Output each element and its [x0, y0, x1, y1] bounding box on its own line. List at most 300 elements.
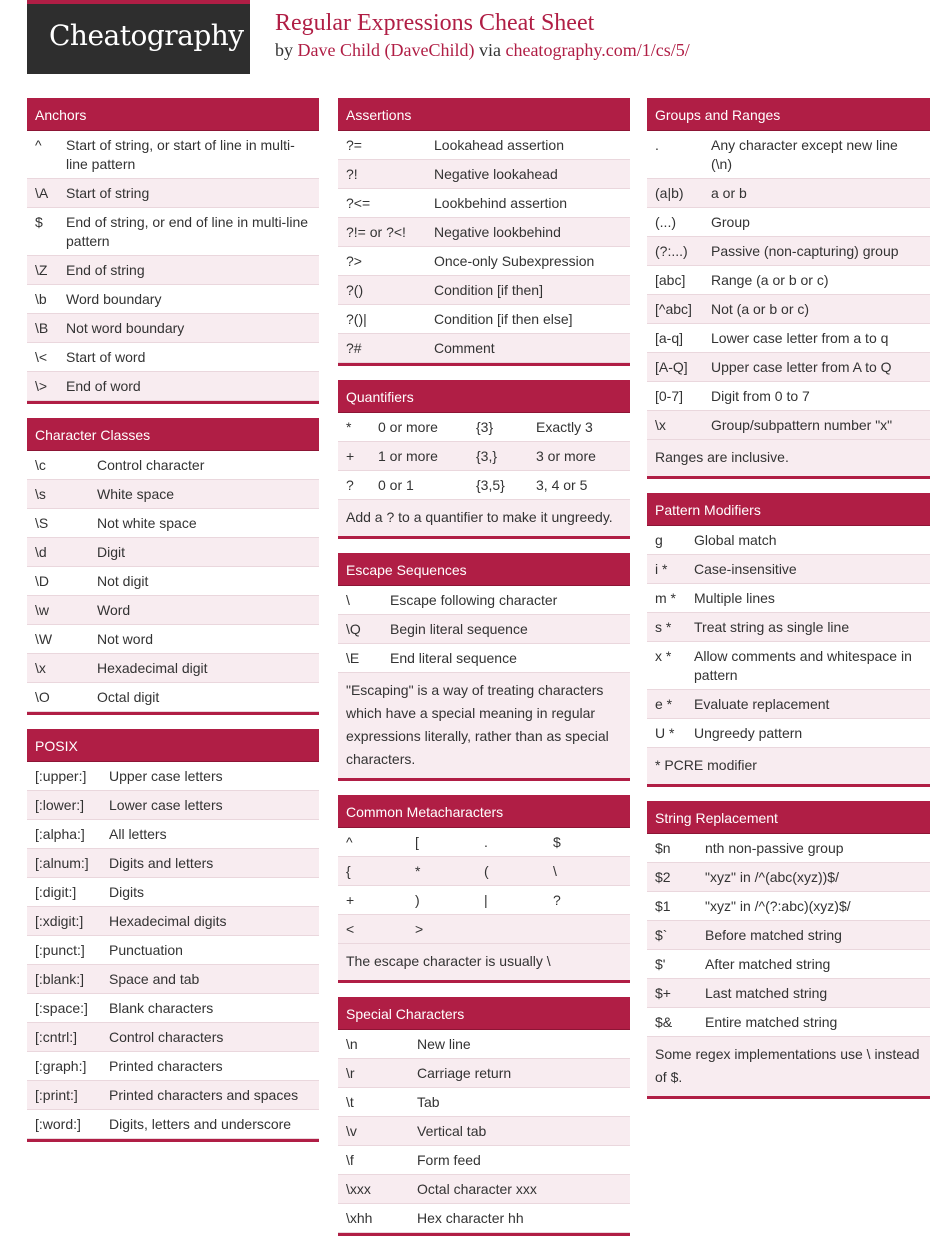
- pattern-modifiers-note: * PCRE modifier: [647, 748, 930, 784]
- sheet-url-link[interactable]: cheatography.com/1/cs/5/: [505, 40, 690, 60]
- quantifiers-rows: [338, 413, 630, 500]
- table-row: [338, 886, 630, 915]
- posix-block: [27, 729, 319, 1142]
- metacharacter: +: [346, 892, 355, 908]
- string-replacement-block: [647, 801, 930, 1099]
- syntax-key: ?#: [346, 340, 362, 356]
- syntax-description: Not word boundary: [66, 320, 185, 336]
- author-link[interactable]: Dave Child (DaveChild): [297, 40, 475, 60]
- syntax-description: Space and tab: [109, 971, 200, 987]
- table-row: [338, 471, 630, 500]
- table-row: [338, 1030, 630, 1059]
- syntax-key: $1: [655, 898, 671, 914]
- syntax-description: Punctuation: [109, 942, 183, 958]
- syntax-description: Before matched string: [705, 927, 842, 943]
- syntax-key: [:alpha:]: [35, 826, 85, 842]
- syntax-description: Entire matched string: [705, 1014, 838, 1030]
- syntax-description: Hexadecimal digit: [97, 660, 208, 676]
- syntax-description: Start of string: [66, 185, 150, 201]
- table-row: [27, 285, 319, 314]
- syntax-key: \r: [346, 1065, 355, 1081]
- syntax-key: \x: [655, 417, 666, 433]
- table-row: [647, 555, 930, 584]
- syntax-description: Not white space: [97, 515, 197, 531]
- syntax-key: ?()|: [346, 311, 367, 327]
- table-row: [647, 266, 930, 295]
- metacharacter: [484, 920, 553, 939]
- syntax-key: [:xdigit:]: [35, 913, 84, 929]
- syntax-description: Last matched string: [705, 985, 828, 1001]
- table-row: [27, 208, 319, 256]
- syntax-key: ?(): [346, 282, 364, 298]
- metacharacter: .: [484, 834, 488, 850]
- syntax-key: [:alnum:]: [35, 855, 89, 871]
- syntax-description: Ungreedy pattern: [694, 725, 803, 741]
- quantifier-meaning: 0 or more: [378, 419, 438, 435]
- syntax-description: nth non-passive group: [705, 840, 844, 856]
- syntax-description: Group/subpattern number "x": [711, 417, 893, 433]
- common-metacharacters-heading: Common Metacharacters: [338, 795, 630, 828]
- syntax-description: Lookahead assertion: [434, 137, 564, 153]
- table-row: [338, 615, 630, 644]
- byline-prefix: by: [275, 40, 298, 60]
- pattern-modifiers-block: [647, 493, 930, 787]
- syntax-key: [:word:]: [35, 1116, 81, 1132]
- syntax-description: Evaluate replacement: [694, 696, 830, 712]
- quantifier-range: {3}: [476, 419, 494, 435]
- table-row: [338, 1146, 630, 1175]
- metacharacter: $: [553, 834, 561, 850]
- table-row: [338, 334, 630, 363]
- syntax-description: Case-insensitive: [694, 561, 797, 577]
- table-row: [647, 921, 930, 950]
- table-row: [27, 878, 319, 907]
- syntax-key: i *: [655, 561, 668, 577]
- table-row: [27, 1110, 319, 1139]
- syntax-key: [:space:]: [35, 1000, 88, 1016]
- string-replacement-heading: String Replacement: [647, 801, 930, 834]
- anchors-heading: Anchors: [27, 98, 319, 131]
- syntax-description: Word: [97, 602, 131, 618]
- syntax-description: End of string: [66, 262, 145, 278]
- syntax-key: ?!= or ?<!: [346, 224, 406, 240]
- syntax-key: e *: [655, 696, 673, 712]
- table-row: [27, 538, 319, 567]
- syntax-description: Global match: [694, 532, 777, 548]
- logo-accent-bar: [27, 0, 250, 4]
- syntax-key: (?:...): [655, 243, 688, 259]
- table-row: [338, 160, 630, 189]
- byline-via: via: [474, 40, 506, 60]
- table-row: [647, 719, 930, 748]
- syntax-key: [:lower:]: [35, 797, 85, 813]
- syntax-key: \B: [35, 320, 49, 336]
- syntax-description: Digits, letters and underscore: [109, 1116, 292, 1132]
- syntax-key: \n: [346, 1036, 358, 1052]
- syntax-description: Carriage return: [417, 1065, 512, 1081]
- syntax-description: Not (a or b or c): [711, 301, 810, 317]
- syntax-description: Negative lookahead: [434, 166, 558, 182]
- table-row: [27, 683, 319, 712]
- syntax-key: \t: [346, 1094, 354, 1110]
- escape-sequences-block: [338, 553, 630, 781]
- anchors-block: [27, 98, 319, 404]
- quantifier-symbol: *: [346, 419, 352, 435]
- table-row: [647, 892, 930, 921]
- syntax-key: $': [655, 956, 666, 972]
- syntax-description: Lookbehind assertion: [434, 195, 568, 211]
- syntax-description: Upper case letter from A to Q: [711, 359, 892, 375]
- table-row: [338, 1059, 630, 1088]
- syntax-key: $&: [655, 1014, 673, 1030]
- syntax-description: Blank characters: [109, 1000, 214, 1016]
- metacharacter: \: [553, 863, 557, 879]
- table-row: [338, 1204, 630, 1233]
- syntax-key: (a|b): [655, 185, 684, 201]
- table-row: [647, 834, 930, 863]
- syntax-key: \s: [35, 486, 46, 502]
- syntax-key: \: [346, 592, 350, 608]
- table-row: [338, 218, 630, 247]
- syntax-key: [:graph:]: [35, 1058, 87, 1074]
- syntax-description: Printed characters and spaces: [109, 1087, 299, 1103]
- character-classes-block: [27, 418, 319, 715]
- syntax-key: \v: [346, 1123, 357, 1139]
- table-row: [338, 305, 630, 334]
- quantifier-meaning: 0 or 1: [378, 477, 414, 493]
- syntax-key: \>: [35, 378, 48, 394]
- table-row: [27, 179, 319, 208]
- syntax-description: Form feed: [417, 1152, 481, 1168]
- groups-and-ranges-rows: [647, 131, 930, 440]
- syntax-key: (...): [655, 214, 676, 230]
- table-row: [27, 654, 319, 683]
- table-row: [647, 208, 930, 237]
- table-row: [647, 690, 930, 719]
- metacharacter: <: [346, 921, 355, 937]
- special-characters-rows: [338, 1030, 630, 1233]
- syntax-key: \W: [35, 631, 53, 647]
- table-row: [647, 295, 930, 324]
- syntax-description: Not digit: [97, 573, 149, 589]
- groups-and-ranges-heading: Groups and Ranges: [647, 98, 930, 131]
- syntax-key: U *: [655, 725, 675, 741]
- metacharacter: ): [415, 892, 420, 908]
- table-row: [27, 791, 319, 820]
- syntax-key: [A-Q]: [655, 359, 688, 375]
- syntax-key: $`: [655, 927, 668, 943]
- table-row: [647, 642, 930, 690]
- table-row: [647, 613, 930, 642]
- metacharacter: ^: [346, 834, 353, 850]
- character-classes-heading: Character Classes: [27, 418, 319, 451]
- table-row: [27, 994, 319, 1023]
- quantifier-symbol: ?: [346, 477, 354, 493]
- syntax-description: Multiple lines: [694, 590, 775, 606]
- syntax-description: Comment: [434, 340, 495, 356]
- syntax-key: [abc]: [655, 272, 686, 288]
- syntax-description: Word boundary: [66, 291, 162, 307]
- quantifiers-note: Add a ? to a quantifier to make it ungreedy.: [338, 500, 630, 536]
- syntax-description: White space: [97, 486, 175, 502]
- groups-and-ranges-note: Ranges are inclusive.: [647, 440, 930, 476]
- table-row: [647, 584, 930, 613]
- table-row: [27, 372, 319, 401]
- table-row: [338, 644, 630, 673]
- syntax-description: Octal character xxx: [417, 1181, 537, 1197]
- syntax-description: After matched string: [705, 956, 831, 972]
- common-metacharacters-block: [338, 795, 630, 983]
- table-row: [27, 567, 319, 596]
- syntax-description: Once-only Subexpression: [434, 253, 595, 269]
- table-row: [27, 1081, 319, 1110]
- syntax-description: Start of word: [66, 349, 146, 365]
- syntax-description: End literal sequence: [390, 650, 517, 666]
- table-row: [338, 586, 630, 615]
- table-row: [647, 1008, 930, 1037]
- syntax-key: \w: [35, 602, 49, 618]
- logo-text: Cheatography: [49, 19, 244, 52]
- table-row: [27, 256, 319, 285]
- syntax-description: Lower case letters: [109, 797, 223, 813]
- table-row: [338, 189, 630, 218]
- table-row: [27, 965, 319, 994]
- escape-sequences-rows: [338, 586, 630, 673]
- sheet-title: Regular Expressions Cheat Sheet: [275, 10, 595, 36]
- syntax-key: .: [655, 137, 659, 153]
- syntax-key: g: [655, 532, 663, 548]
- syntax-key: \Z: [35, 262, 48, 278]
- special-characters-heading: Special Characters: [338, 997, 630, 1030]
- table-row: [338, 442, 630, 471]
- table-row: [27, 907, 319, 936]
- syntax-description: Any character except new line (\n): [711, 137, 898, 172]
- table-row: [647, 237, 930, 266]
- table-row: [647, 324, 930, 353]
- syntax-key: \b: [35, 291, 47, 307]
- syntax-description: Condition [if then]: [434, 282, 543, 298]
- metacharacter: [: [415, 834, 419, 850]
- syntax-key: \d: [35, 544, 47, 560]
- table-row: [27, 509, 319, 538]
- syntax-key: \c: [35, 457, 46, 473]
- table-row: [27, 849, 319, 878]
- quantifiers-heading: Quantifiers: [338, 380, 630, 413]
- table-row: [27, 343, 319, 372]
- special-characters-block: [338, 997, 630, 1236]
- syntax-description: Printed characters: [109, 1058, 223, 1074]
- syntax-key: \<: [35, 349, 48, 365]
- table-row: [338, 1175, 630, 1204]
- syntax-key: [:punct:]: [35, 942, 85, 958]
- syntax-key: ?=: [346, 137, 362, 153]
- pattern-modifiers-rows: [647, 526, 930, 748]
- syntax-key: m *: [655, 590, 676, 606]
- metacharacter: ?: [553, 892, 561, 908]
- syntax-key: s *: [655, 619, 672, 635]
- syntax-description: Range (a or b or c): [711, 272, 829, 288]
- escape-sequences-heading: Escape Sequences: [338, 553, 630, 586]
- syntax-description: Vertical tab: [417, 1123, 487, 1139]
- syntax-description: Octal digit: [97, 689, 160, 705]
- syntax-key: \x: [35, 660, 46, 676]
- table-row: [647, 382, 930, 411]
- table-row: [338, 828, 630, 857]
- string-replacement-rows: [647, 834, 930, 1037]
- syntax-description: Lower case letter from a to q: [711, 330, 889, 346]
- cheatography-logo[interactable]: [27, 0, 250, 74]
- syntax-description: Upper case letters: [109, 768, 223, 784]
- syntax-description: Digits and letters: [109, 855, 214, 871]
- syntax-key: [:cntrl:]: [35, 1029, 78, 1045]
- table-row: [27, 1023, 319, 1052]
- metacharacter: {: [346, 863, 351, 879]
- table-row: [647, 950, 930, 979]
- string-replacement-note: Some regex implementations use \ instead of $.: [647, 1037, 930, 1096]
- assertions-rows: [338, 131, 630, 363]
- syntax-description: Hexadecimal digits: [109, 913, 227, 929]
- syntax-description: Condition [if then else]: [434, 311, 573, 327]
- syntax-description: a or b: [711, 185, 747, 201]
- table-row: [647, 179, 930, 208]
- metacharacter: *: [415, 863, 421, 879]
- syntax-description: Treat string as single line: [694, 619, 850, 635]
- common-metacharacters-rows: [338, 828, 630, 944]
- syntax-key: [:blank:]: [35, 971, 85, 987]
- quantifier-meaning: 1 or more: [378, 448, 438, 464]
- posix-heading: POSIX: [27, 729, 319, 762]
- escape-sequences-note: "Escaping" is a way of treating characters which have a special meaning in regular expressions literally, rather than as special characters.: [338, 673, 630, 778]
- anchors-rows: [27, 131, 319, 401]
- metacharacter: |: [484, 892, 488, 908]
- syntax-description: Digits: [109, 884, 145, 900]
- syntax-key: \E: [346, 650, 360, 666]
- syntax-description: Group: [711, 214, 750, 230]
- syntax-description: End of string, or end of line in multi-line pattern: [66, 214, 309, 249]
- quantifier-symbol: +: [346, 448, 355, 464]
- syntax-key: \f: [346, 1152, 354, 1168]
- syntax-key: [:digit:]: [35, 884, 77, 900]
- syntax-description: Passive (non-capturing) group: [711, 243, 899, 259]
- assertions-block: [338, 98, 630, 366]
- metacharacter: >: [415, 921, 424, 937]
- table-row: [338, 1117, 630, 1146]
- metacharacter: (: [484, 863, 489, 879]
- syntax-key: \S: [35, 515, 49, 531]
- syntax-key: [0-7]: [655, 388, 684, 404]
- syntax-description: Not word: [97, 631, 154, 647]
- syntax-description: Allow comments and whitespace in pattern: [694, 648, 912, 683]
- groups-and-ranges-block: [647, 98, 930, 479]
- syntax-key: \D: [35, 573, 49, 589]
- quantifier-range-meaning: Exactly 3: [536, 419, 593, 435]
- character-classes-rows: [27, 451, 319, 712]
- syntax-description: End of word: [66, 378, 141, 394]
- syntax-key: \xhh: [346, 1210, 373, 1226]
- syntax-key: $+: [655, 985, 671, 1001]
- table-row: [27, 131, 319, 179]
- page-header: [0, 0, 930, 80]
- column-3: [647, 98, 930, 1113]
- table-row: [647, 979, 930, 1008]
- syntax-key: [^abc]: [655, 301, 692, 317]
- table-row: [338, 276, 630, 305]
- posix-rows: [27, 762, 319, 1139]
- common-metacharacters-note: The escape character is usually \: [338, 944, 630, 980]
- syntax-key: \O: [35, 689, 50, 705]
- table-row: [647, 863, 930, 892]
- syntax-description: Hex character hh: [417, 1210, 524, 1226]
- table-row: [27, 1052, 319, 1081]
- syntax-description: Digit: [97, 544, 126, 560]
- syntax-description: Digit from 0 to 7: [711, 388, 810, 404]
- syntax-key: [:print:]: [35, 1087, 78, 1103]
- table-row: [27, 596, 319, 625]
- syntax-key: ?!: [346, 166, 358, 182]
- table-row: [647, 353, 930, 382]
- table-row: [27, 480, 319, 509]
- syntax-key: ^: [35, 137, 42, 153]
- table-row: [338, 915, 630, 944]
- syntax-key: $n: [655, 840, 671, 856]
- syntax-description: "xyz" in /^(?:abc)(xyz)$/: [705, 898, 851, 914]
- syntax-key: \A: [35, 185, 49, 201]
- assertions-heading: Assertions: [338, 98, 630, 131]
- table-row: [27, 314, 319, 343]
- syntax-description: Start of string, or start of line in multi-line pattern: [66, 137, 295, 172]
- syntax-key: \Q: [346, 621, 361, 637]
- sheet-byline: [275, 40, 690, 61]
- syntax-description: "xyz" in /^(abc(xyz))$/: [705, 869, 839, 885]
- syntax-description: Control characters: [109, 1029, 224, 1045]
- syntax-key: ?>: [346, 253, 362, 269]
- table-row: [27, 820, 319, 849]
- table-row: [647, 131, 930, 179]
- table-row: [647, 411, 930, 440]
- quantifiers-block: [338, 380, 630, 539]
- syntax-key: $2: [655, 869, 671, 885]
- column-1: [27, 98, 319, 1156]
- pattern-modifiers-heading: Pattern Modifiers: [647, 493, 930, 526]
- syntax-description: Negative lookbehind: [434, 224, 561, 240]
- table-row: [338, 413, 630, 442]
- table-row: [27, 625, 319, 654]
- table-row: [338, 857, 630, 886]
- syntax-description: Escape following character: [390, 592, 558, 608]
- syntax-key: [a-q]: [655, 330, 684, 346]
- table-row: [27, 451, 319, 480]
- table-row: [27, 936, 319, 965]
- syntax-description: Begin literal sequence: [390, 621, 528, 637]
- table-row: [647, 526, 930, 555]
- quantifier-range-meaning: 3, 4 or 5: [536, 477, 588, 493]
- syntax-description: New line: [417, 1036, 471, 1052]
- quantifier-range-meaning: 3 or more: [536, 448, 596, 464]
- syntax-key: [:upper:]: [35, 768, 87, 784]
- table-row: [27, 762, 319, 791]
- table-row: [338, 1088, 630, 1117]
- syntax-description: All letters: [109, 826, 167, 842]
- syntax-key: ?<=: [346, 195, 371, 211]
- table-row: [338, 247, 630, 276]
- syntax-description: Control character: [97, 457, 205, 473]
- syntax-description: Tab: [417, 1094, 440, 1110]
- syntax-key: $: [35, 214, 43, 230]
- quantifier-range: {3,}: [476, 448, 498, 464]
- metacharacter: [553, 920, 622, 939]
- table-row: [338, 131, 630, 160]
- syntax-key: \xxx: [346, 1181, 371, 1197]
